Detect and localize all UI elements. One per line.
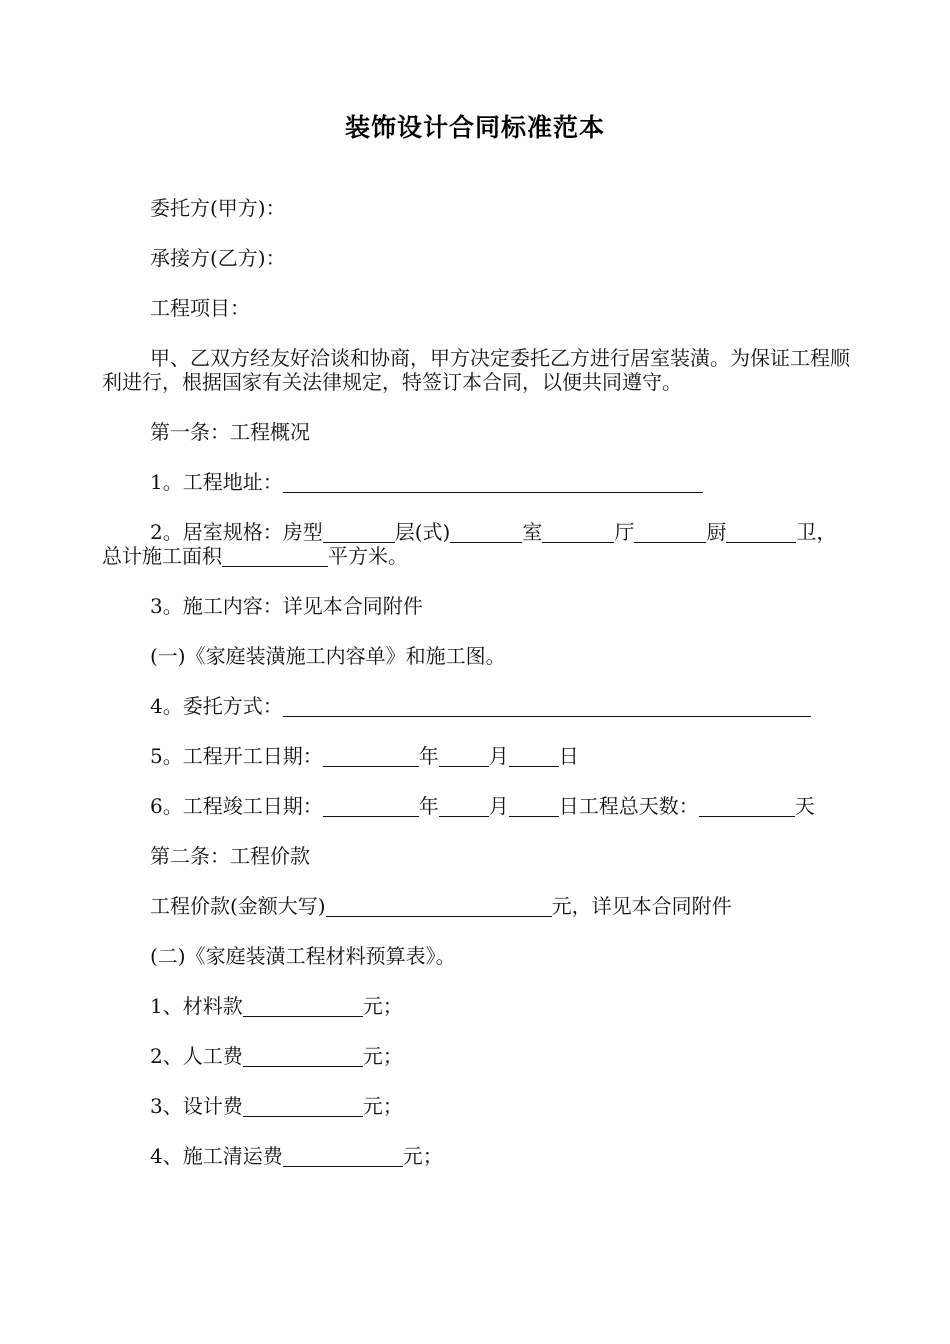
price-line: 工程价款(金额大写) 元，详见本合同附件 — [150, 894, 732, 918]
article-one-heading: 第一条：工程概况 — [150, 420, 310, 444]
article-two-heading: 第二条：工程价款 — [150, 844, 310, 868]
address-blank — [283, 472, 703, 493]
site-address-line: 1。工程地址： — [102, 470, 850, 494]
party-b-line: 承接方(乙方)： — [150, 246, 286, 270]
material-fee-line: 1、材料款 元； — [150, 994, 403, 1018]
labor-fee-line: 2、人工费 元； — [150, 1044, 403, 1068]
blank — [323, 796, 419, 817]
blank — [439, 796, 489, 817]
blank — [699, 796, 781, 817]
amount-blank — [326, 896, 552, 917]
room-spec-line: 2。居室规格：房型 层(式) 室 厅 厨 卫，总计施工面积 平方米。 — [102, 520, 837, 568]
blank — [542, 522, 614, 543]
appendix-one-line: (一)《家庭装潢施工内容单》和施工图。 — [150, 644, 506, 668]
blank — [243, 1046, 363, 1067]
blank — [323, 746, 419, 767]
cleanup-fee-line: 4、施工清运费 元； — [150, 1144, 443, 1168]
blank — [222, 546, 328, 567]
page-title: 装饰设计合同标准范本 — [344, 113, 605, 142]
start-date-line: 5。工程开工日期： 年 月 日 — [150, 744, 579, 768]
blank — [509, 746, 559, 767]
blank — [509, 796, 559, 817]
blank — [243, 996, 363, 1017]
blank — [634, 522, 706, 543]
blank — [726, 522, 796, 543]
completion-date-line: 6。工程竣工日期： 年 月 日工程总天数： 天 — [150, 794, 815, 818]
blank — [283, 1146, 403, 1167]
document-body — [102, 196, 850, 1194]
blank — [323, 522, 395, 543]
design-fee-line: 3、设计费 元； — [150, 1094, 403, 1118]
blank — [781, 796, 795, 817]
party-a-line: 委托方(甲方)： — [150, 196, 286, 220]
blank — [243, 1096, 363, 1117]
scope-line: 3。施工内容：详见本合同附件 — [150, 594, 423, 618]
blank — [439, 746, 489, 767]
appendix-two-line: (二)《家庭装潢工程材料预算表》。 — [150, 944, 456, 968]
commission-method-line: 4。委托方式： — [102, 694, 850, 718]
project-line: 工程项目： — [150, 296, 250, 320]
method-blank — [283, 696, 811, 717]
blank — [450, 522, 522, 543]
preamble-paragraph: 甲、乙双方经友好洽谈和协商，甲方决定委托乙方进行居室装潢。为保证工程顺利进行，根据国家有关法律规定，特签订本合同，以便共同遵守。 — [102, 346, 850, 394]
